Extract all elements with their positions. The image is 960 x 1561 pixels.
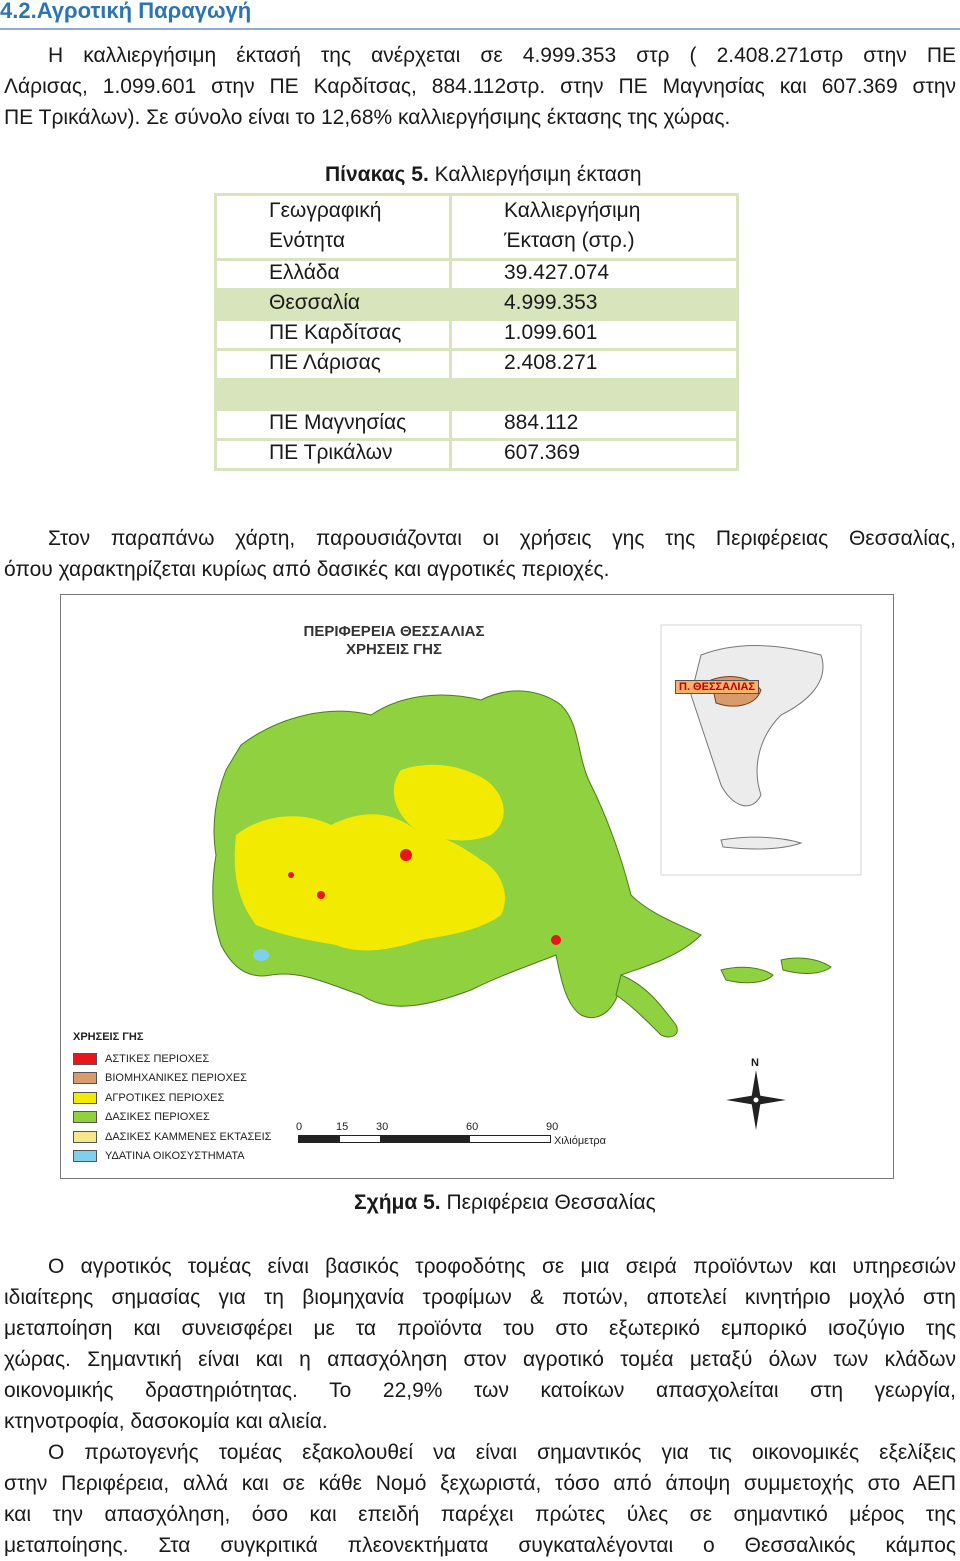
inset-greece bbox=[691, 646, 823, 806]
water-body bbox=[253, 949, 269, 961]
inset-label: Π. ΘΕΣΣΑΛΙΑΣ bbox=[675, 680, 759, 694]
scale-tick-label: 60 bbox=[466, 1121, 479, 1133]
table-header-row bbox=[216, 195, 738, 260]
map-title-line: ΠΕΡΙΦΕΡΕΙΑ ΘΕΣΣΑΛΙΑΣ bbox=[303, 623, 485, 640]
cell-area: 1.099.601 bbox=[451, 320, 738, 350]
intro-paragraph bbox=[4, 40, 956, 133]
cell-region: Ελλάδα bbox=[216, 260, 451, 290]
scale-segment bbox=[469, 1135, 551, 1143]
cell-region: ΠΕ Τρικάλων bbox=[216, 440, 451, 470]
body-line: Ο αγροτικός τομέας είναι βασικός τροφοδότης σε μια σειρά προϊόντων και υπηρεσιών bbox=[48, 1255, 956, 1278]
scale-segment bbox=[339, 1135, 381, 1143]
body-line: Ο πρωτογενής τομέας εξακολουθεί να είναι σημαντικός για τις οικονομικές εξελίξεις bbox=[48, 1441, 956, 1464]
intro-line: Λάρισας, 1.099.601 στην ΠΕ Καρδίτσας, 884.112στρ. στην ΠΕ Μαγνησίας και 607.369 στην bbox=[4, 75, 956, 98]
urban-area bbox=[317, 891, 325, 899]
urban-area bbox=[400, 849, 412, 861]
table-caption bbox=[325, 163, 642, 187]
island bbox=[781, 958, 831, 973]
peninsula bbox=[616, 975, 677, 1037]
map-intro-paragraph bbox=[4, 523, 956, 585]
legend-item bbox=[73, 1108, 271, 1128]
legend-swatch bbox=[73, 1111, 97, 1123]
cell-region: ΠΕ Λάρισας bbox=[216, 350, 451, 380]
legend-swatch bbox=[73, 1150, 97, 1162]
scale-tick-label: 0 bbox=[296, 1121, 303, 1133]
scale-segment bbox=[298, 1135, 340, 1143]
map-intro-line: όπου χαρακτηρίζεται κυρίως από δασικές και αγροτικές περιοχές. bbox=[4, 558, 610, 581]
land-use-map bbox=[60, 594, 894, 1179]
table-caption-number: Πίνακας 5. bbox=[325, 163, 429, 186]
scale-segment bbox=[380, 1135, 470, 1143]
legend-swatch bbox=[73, 1131, 97, 1143]
urban-area bbox=[288, 872, 294, 878]
cell-region: ΠΕ Καρδίτσας bbox=[216, 320, 451, 350]
table-row bbox=[216, 380, 738, 410]
section-heading: 4.2.Αγροτική Παραγωγή bbox=[0, 0, 252, 23]
figure-caption-text: Περιφέρεια Θεσσαλίας bbox=[440, 1191, 656, 1214]
figure-caption bbox=[354, 1191, 656, 1215]
cell-area: 884.112 bbox=[451, 410, 738, 440]
legend-label: ΔΑΣΙΚΕΣ ΚΑΜΜΕΝΕΣ ΕΚΤΑΣΕΙΣ bbox=[105, 1130, 272, 1143]
cell-region: Θεσσαλία bbox=[216, 290, 451, 320]
cell-area: 39.427.074 bbox=[451, 260, 738, 290]
heading-underline bbox=[0, 28, 960, 30]
figure-number: Σχήμα 5. bbox=[354, 1191, 441, 1214]
legend-label: ΔΑΣΙΚΕΣ ΠΕΡΙΟΧΕΣ bbox=[105, 1111, 210, 1124]
urban-area bbox=[551, 935, 561, 945]
cell-area: 4.999.353 bbox=[451, 290, 738, 320]
table-row bbox=[216, 440, 738, 470]
legend-swatch bbox=[73, 1092, 97, 1104]
body-line: χώρας. Σημαντική είναι και η απασχόληση στον αγροτικό τομέα μεταξύ όλων των κλάδων bbox=[4, 1348, 956, 1371]
legend-swatch bbox=[73, 1053, 97, 1065]
body-paragraph-1 bbox=[4, 1251, 956, 1437]
scale-unit: Χιλιόμετρα bbox=[554, 1135, 607, 1147]
header-area: Καλλιεργήσιμη Έκταση (στρ.) bbox=[451, 195, 738, 260]
table-row bbox=[216, 290, 738, 320]
map-subtitle-line: ΧΡΗΣΕΙΣ ΓΗΣ bbox=[345, 641, 443, 658]
legend-item bbox=[73, 1049, 271, 1069]
island bbox=[721, 967, 773, 982]
map-legend bbox=[73, 1031, 271, 1166]
cell-region bbox=[216, 380, 451, 410]
legend-label: ΑΣΤΙΚΕΣ ΠΕΡΙΟΧΕΣ bbox=[105, 1052, 210, 1065]
body-line: μεταποίηση και συνεισφέρει με τα προϊόντα του στο εξωτερικό εμπορικό ισοζύγιο της bbox=[4, 1317, 956, 1340]
cell-region: ΠΕ Μαγνησίας bbox=[216, 410, 451, 440]
header-region: Γεωγραφική Ενότητα bbox=[216, 195, 451, 260]
legend-label: ΥΔΑΤΙΝΑ ΟΙΚΟΣΥΣΤΗΜΑΤΑ bbox=[105, 1150, 245, 1163]
table-row bbox=[216, 260, 738, 290]
body-line: μεταποίησης. Στα συγκριτικά πλεονεκτήματα συγκαταλέγονται ο Θεσσαλικός κάμπος bbox=[4, 1534, 956, 1557]
body-line: και την απασχόληση, όσο και επειδή παρέχει πρώτες ύλες σε σημαντικό μέρος της bbox=[4, 1503, 956, 1526]
table-row bbox=[216, 320, 738, 350]
legend-title: ΧΡΗΣΕΙΣ ΓΗΣ bbox=[73, 1031, 144, 1043]
scale-tick-label: 30 bbox=[376, 1121, 389, 1133]
table-caption-text: Καλλιεργήσιμη έκταση bbox=[428, 163, 642, 186]
body-line: κτηνοτροφία, δασοκομία και αλιεία. bbox=[4, 1410, 328, 1433]
intro-line: Η καλλιεργήσιμη έκτασή της ανέρχεται σε 4.999.353 στρ ( 2.408.271στρ στην ΠΕ bbox=[48, 44, 956, 67]
map-intro-line: Στον παραπάνω χάρτη, παρουσιάζονται οι χρήσεις γης της Περιφέρειας Θεσσαλίας, bbox=[48, 527, 956, 550]
legend-label: ΒΙΟΜΗΧΑΝΙΚΕΣ ΠΕΡΙΟΧΕΣ bbox=[105, 1072, 247, 1085]
inset-crete bbox=[721, 837, 801, 849]
table-row bbox=[216, 350, 738, 380]
scale-tick-label: 15 bbox=[336, 1121, 349, 1133]
body-paragraph-2 bbox=[4, 1437, 956, 1561]
cell-area: 2.408.271 bbox=[451, 350, 738, 380]
legend-label: ΑΓΡΟΤΙΚΕΣ ΠΕΡΙΟΧΕΣ bbox=[105, 1091, 225, 1104]
legend-item bbox=[73, 1147, 271, 1167]
scale-tick-label: 90 bbox=[546, 1121, 559, 1133]
cell-area: 607.369 bbox=[451, 440, 738, 470]
body-line: στην Περιφέρεια, αλλά και σε κάθε Νομό ξεχωριστά, τόσο από άποψη συμμετοχής στο ΑΕΠ bbox=[4, 1472, 956, 1495]
table-row bbox=[216, 410, 738, 440]
intro-line: ΠΕ Τρικάλων). Σε σύνολο είναι το 12,68% καλλιεργήσιμης έκτασης της χώρας. bbox=[4, 106, 731, 129]
legend-swatch bbox=[73, 1072, 97, 1084]
legend-item bbox=[73, 1069, 271, 1089]
legend-item bbox=[73, 1088, 271, 1108]
body-line: οικονομικής δραστηριότητας. Το 22,9% των κατοίκων απασχολείται στη γεωργία, bbox=[4, 1379, 956, 1402]
cultivable-area-table bbox=[214, 193, 739, 471]
map-title bbox=[274, 623, 514, 659]
legend-item bbox=[73, 1127, 271, 1147]
cell-area bbox=[451, 380, 738, 410]
north-label: N bbox=[751, 1057, 759, 1069]
body-line: ιδιαίτερης σημασίας για τη βιομηχανία τροφίμων & ποτών, αποτελεί κινητήριο μοχλό στη bbox=[4, 1286, 956, 1309]
north-arrow bbox=[726, 1070, 786, 1130]
